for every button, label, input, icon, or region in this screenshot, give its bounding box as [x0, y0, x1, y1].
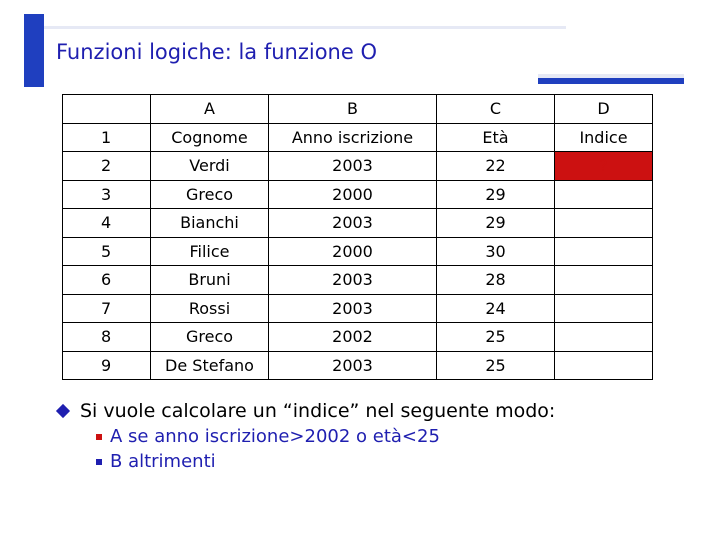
cell[interactable]: Bianchi — [151, 209, 269, 238]
cell[interactable] — [555, 351, 653, 380]
cell[interactable]: 25 — [437, 351, 555, 380]
cell[interactable]: Cognome — [151, 123, 269, 152]
row-number[interactable]: 3 — [63, 180, 151, 209]
table-row — [63, 180, 653, 209]
column-header-b[interactable]: B — [269, 95, 437, 124]
cell[interactable]: Greco — [151, 323, 269, 352]
cell[interactable]: 2003 — [269, 266, 437, 295]
right-bar-dark — [538, 78, 684, 84]
row-number[interactable]: 9 — [63, 351, 151, 380]
cell[interactable] — [555, 180, 653, 209]
spreadsheet-table — [62, 94, 653, 380]
table-row — [63, 351, 653, 380]
accent-bar — [24, 14, 44, 87]
cell[interactable]: 25 — [437, 323, 555, 352]
table-row — [63, 123, 653, 152]
bullet-main-text: Si vuole calcolare un “indice” nel seguente modo: — [80, 400, 556, 422]
cell[interactable]: 2003 — [269, 209, 437, 238]
cell[interactable] — [555, 266, 653, 295]
cell[interactable]: Verdi — [151, 152, 269, 181]
cell[interactable]: 2000 — [269, 180, 437, 209]
row-number[interactable]: 6 — [63, 266, 151, 295]
row-number[interactable]: 4 — [63, 209, 151, 238]
square-bullet-icon — [96, 459, 102, 465]
cell[interactable]: 29 — [437, 209, 555, 238]
cell[interactable]: 2003 — [269, 294, 437, 323]
table-row — [63, 266, 653, 295]
square-bullet-icon — [96, 434, 102, 440]
cell[interactable]: 28 — [437, 266, 555, 295]
cell[interactable]: Greco — [151, 180, 269, 209]
cell[interactable]: Indice — [555, 123, 653, 152]
row-number[interactable]: 7 — [63, 294, 151, 323]
cell[interactable] — [555, 237, 653, 266]
cell[interactable]: Anno iscrizione — [269, 123, 437, 152]
highlighted-cell[interactable]: ? — [555, 152, 653, 181]
cell[interactable]: 2003 — [269, 152, 437, 181]
cell[interactable]: 24 — [437, 294, 555, 323]
column-header-d[interactable]: D — [555, 95, 653, 124]
slide-title: Funzioni logiche: la funzione O — [56, 40, 377, 64]
bullet-list — [56, 400, 555, 472]
bullet-main — [56, 400, 555, 422]
cell[interactable]: 2002 — [269, 323, 437, 352]
cell[interactable]: 30 — [437, 237, 555, 266]
cell[interactable]: Bruni — [151, 266, 269, 295]
table-row — [63, 294, 653, 323]
table-row — [63, 237, 653, 266]
cell[interactable]: 29 — [437, 180, 555, 209]
column-header-a[interactable]: A — [151, 95, 269, 124]
cell[interactable]: Età — [437, 123, 555, 152]
row-number[interactable]: 2 — [63, 152, 151, 181]
row-number[interactable]: 5 — [63, 237, 151, 266]
cell[interactable]: De Stefano — [151, 351, 269, 380]
row-number[interactable]: 1 — [63, 123, 151, 152]
column-header-c[interactable]: C — [437, 95, 555, 124]
table-row — [63, 209, 653, 238]
cell[interactable]: 22 — [437, 152, 555, 181]
sub-bullet — [96, 451, 555, 472]
top-divider — [44, 26, 566, 29]
cell[interactable] — [555, 294, 653, 323]
sub-bullet-text: A se anno iscrizione>2002 o età<25 — [110, 426, 440, 447]
cell[interactable]: 2000 — [269, 237, 437, 266]
table-row — [63, 152, 653, 181]
row-number[interactable]: 8 — [63, 323, 151, 352]
column-header-row — [63, 95, 653, 124]
sub-bullet — [96, 426, 555, 447]
cell[interactable]: 2003 — [269, 351, 437, 380]
corner-cell[interactable] — [63, 95, 151, 124]
cell[interactable] — [555, 323, 653, 352]
diamond-bullet-icon — [56, 404, 70, 418]
sub-bullet-text: B altrimenti — [110, 451, 216, 472]
table-row — [63, 323, 653, 352]
cell[interactable] — [555, 209, 653, 238]
cell[interactable]: Rossi — [151, 294, 269, 323]
cell[interactable]: Filice — [151, 237, 269, 266]
